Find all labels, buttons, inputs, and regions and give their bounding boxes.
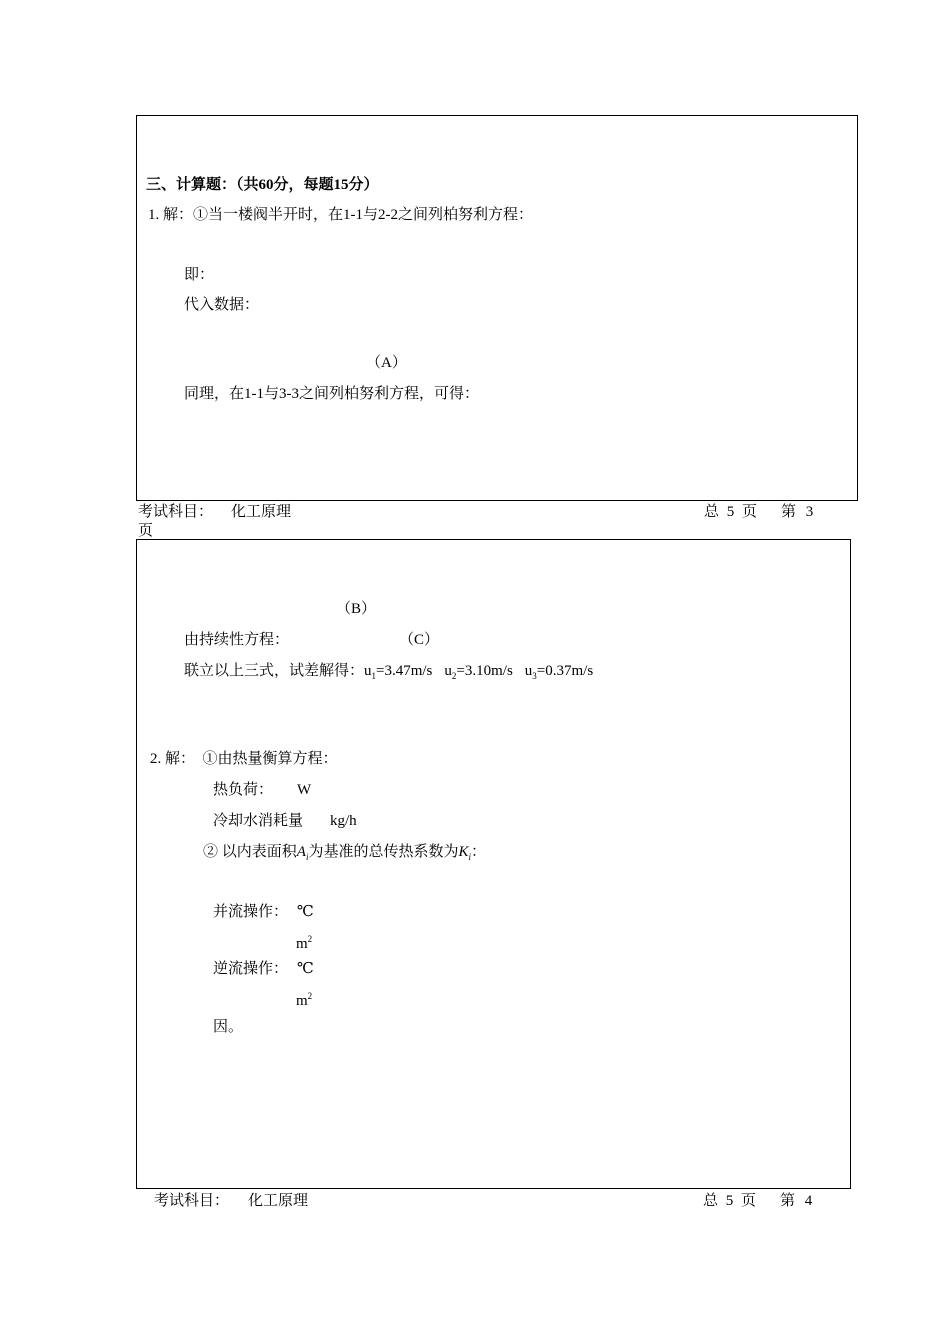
k-end: ： — [471, 844, 487, 860]
countercurrent-celsius: ℃ — [297, 961, 314, 977]
footer-page-number: 第 3 — [781, 504, 814, 520]
m2-base: m — [296, 936, 308, 952]
solve-prefix: 联立以上三式，试差解得： — [184, 663, 365, 679]
cocurrent-label: 并流操作： — [213, 904, 289, 920]
equation-label-c: （C） — [399, 632, 440, 648]
cooling-water-unit: kg/h — [330, 813, 357, 829]
footer-page-number: 第 4 — [780, 1193, 813, 1209]
k-prefix: ② 以内表面积 — [203, 844, 297, 860]
u2-value: =3.10m/s — [456, 663, 513, 679]
footer-page-suffix: 页 — [138, 523, 154, 539]
m2-base: m — [296, 993, 308, 1009]
footer-subject-label: 考试科目： — [138, 504, 214, 520]
u2-symbol: u — [444, 663, 452, 679]
cocurrent-celsius: ℃ — [297, 904, 314, 920]
footer-subject: 化工原理 — [248, 1193, 309, 1209]
area-subscript: i — [305, 852, 309, 862]
footer-subject: 化工原理 — [231, 504, 292, 520]
k-symbol: K — [458, 844, 469, 860]
q2-solution-line: 2. 解： ①由热量衡算方程： — [150, 751, 338, 767]
equation-label-a: （A） — [366, 355, 407, 371]
countercurrent-area-unit — [296, 987, 312, 1010]
cocurrent-area-unit — [296, 930, 312, 953]
u3-subscript: 3 — [532, 671, 537, 681]
k-mid: 为基准的总传热系数为 — [308, 844, 459, 860]
m2-exponent: 2 — [307, 934, 313, 944]
u1-subscript: 1 — [371, 671, 377, 681]
continuity-label: 由持续性方程： — [184, 632, 290, 648]
area-symbol: A — [296, 844, 306, 860]
u3-value: =0.37m/s — [536, 663, 594, 679]
countercurrent-label: 逆流操作： — [213, 961, 289, 977]
solve-result-line — [184, 662, 593, 685]
m2-exponent: 2 — [307, 991, 313, 1001]
section-title: 三、计算题：（共60分，每题15分） — [146, 177, 379, 193]
u1-value: =3.47m/s — [376, 663, 433, 679]
u3-symbol: u — [524, 663, 533, 679]
footer-subject-label: 考试科目： — [154, 1193, 230, 1209]
k-subscript: i — [468, 852, 471, 862]
heat-load-unit: W — [297, 782, 312, 798]
u2-subscript: 2 — [451, 671, 457, 681]
cooling-water-label: 冷却水消耗量 — [213, 813, 304, 829]
k-coefficient-line — [203, 843, 486, 866]
equation-label-b: （B） — [336, 601, 377, 617]
heat-load-label: 热负荷： — [213, 782, 274, 798]
u1-symbol: u — [364, 663, 372, 679]
q1-substitute-label: 代入数据： — [184, 297, 260, 313]
q1-similarly-line: 同理，在1-1与3-3之间列柏努利方程，可得： — [184, 386, 479, 402]
footer-total-pages: 总 5 页 — [704, 504, 758, 520]
q1-ji-label: 即： — [184, 267, 215, 283]
footer-total-pages: 总 5 页 — [703, 1193, 757, 1209]
conclusion-text: 因。 — [213, 1019, 244, 1035]
q1-solution-line: 1. 解：①当一楼阀半开时，在1-1与2-2之间列柏努利方程： — [148, 207, 533, 223]
